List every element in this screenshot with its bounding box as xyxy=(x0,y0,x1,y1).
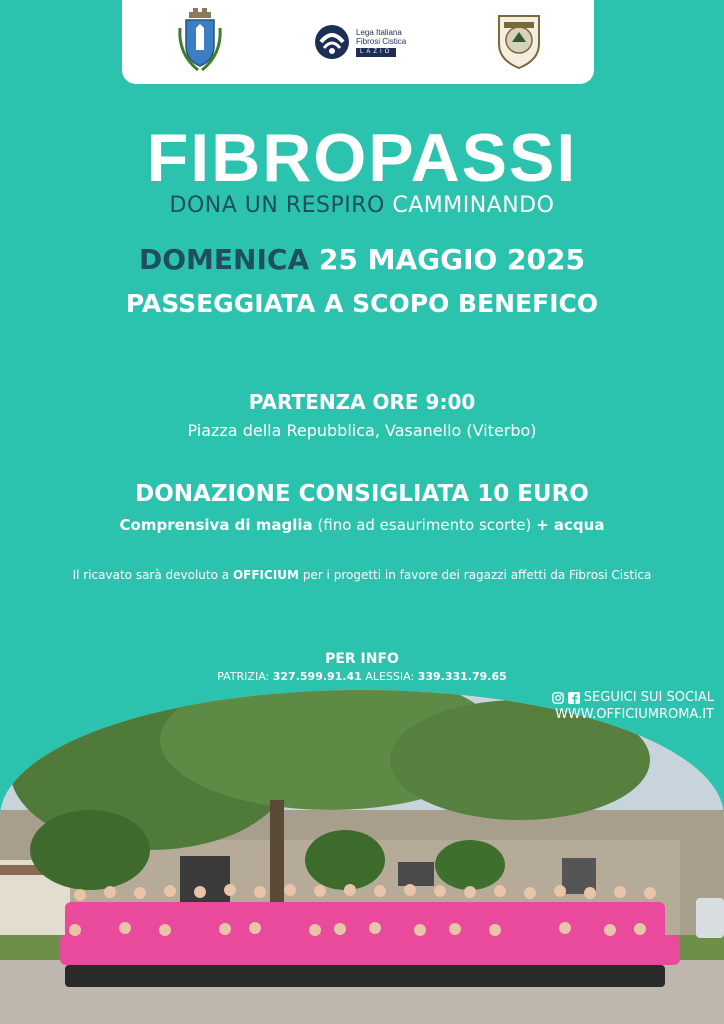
subtitle-part2: CAMMINANDO xyxy=(392,193,555,218)
social-row xyxy=(552,689,714,706)
contact1-phone[interactable]: 327.599.91.41 xyxy=(272,670,362,683)
group-photo-image xyxy=(0,690,724,1024)
proceeds-after: per i progetti in favore dei ragazzi affetti da Fibrosi Cistica xyxy=(302,568,652,582)
info-contacts xyxy=(0,669,724,685)
event-date xyxy=(0,242,724,278)
date-day: DOMENICA xyxy=(139,243,310,276)
lifc-logo xyxy=(312,22,412,62)
lifc-mark-icon xyxy=(312,22,352,62)
lifc-line1: Lega Italiana xyxy=(356,28,402,37)
donation-includes xyxy=(0,514,724,536)
departure-place: Piazza della Repubblica, Vasanello (Viterbo) xyxy=(187,421,537,440)
departure-label: PARTENZA ORE 9:00 xyxy=(248,390,476,414)
social-label: SEGUICI SUI SOCIAL xyxy=(583,690,714,705)
event-subtitle xyxy=(0,192,724,220)
info-title: PER INFO xyxy=(325,651,399,667)
rangers-badge-icon xyxy=(494,12,544,70)
event-walk: PASSEGGIATA A SCOPO BENEFICO xyxy=(125,289,599,318)
contact2-phone[interactable]: 339.331.79.65 xyxy=(417,670,507,683)
event-title: FIBROPASSI xyxy=(146,120,578,196)
contact1-name: PATRIZIA: xyxy=(217,670,270,683)
instagram-icon[interactable] xyxy=(552,692,564,704)
comune-crest-icon xyxy=(176,6,224,74)
includes-normal: (fino ad esaurimento scorte) xyxy=(317,516,532,534)
includes-extra: + acqua xyxy=(536,516,605,534)
lifc-region: LAZIO xyxy=(356,48,396,57)
proceeds-note xyxy=(0,565,724,585)
logo-bar xyxy=(122,0,594,84)
contact2-name: ALESSIA: xyxy=(365,670,415,683)
subtitle-part1: DONA UN RESPIRO xyxy=(169,193,385,218)
proceeds-before: Il ricavato sarà devoluto a xyxy=(72,568,230,582)
social-block xyxy=(552,689,714,723)
date-rest: 25 MAGGIO 2025 xyxy=(318,243,585,276)
group-photo xyxy=(0,690,724,1024)
website-link[interactable]: WWW.OFFICIUMROMA.IT xyxy=(555,707,714,722)
donation-label: DONAZIONE CONSIGLIATA 10 EURO xyxy=(135,481,589,507)
lifc-line2: Fibrosi Cistica xyxy=(356,37,407,46)
includes-bold: Comprensiva di maglia xyxy=(119,516,313,534)
facebook-icon[interactable] xyxy=(568,692,580,704)
proceeds-org: OFFICIUM xyxy=(232,568,299,582)
